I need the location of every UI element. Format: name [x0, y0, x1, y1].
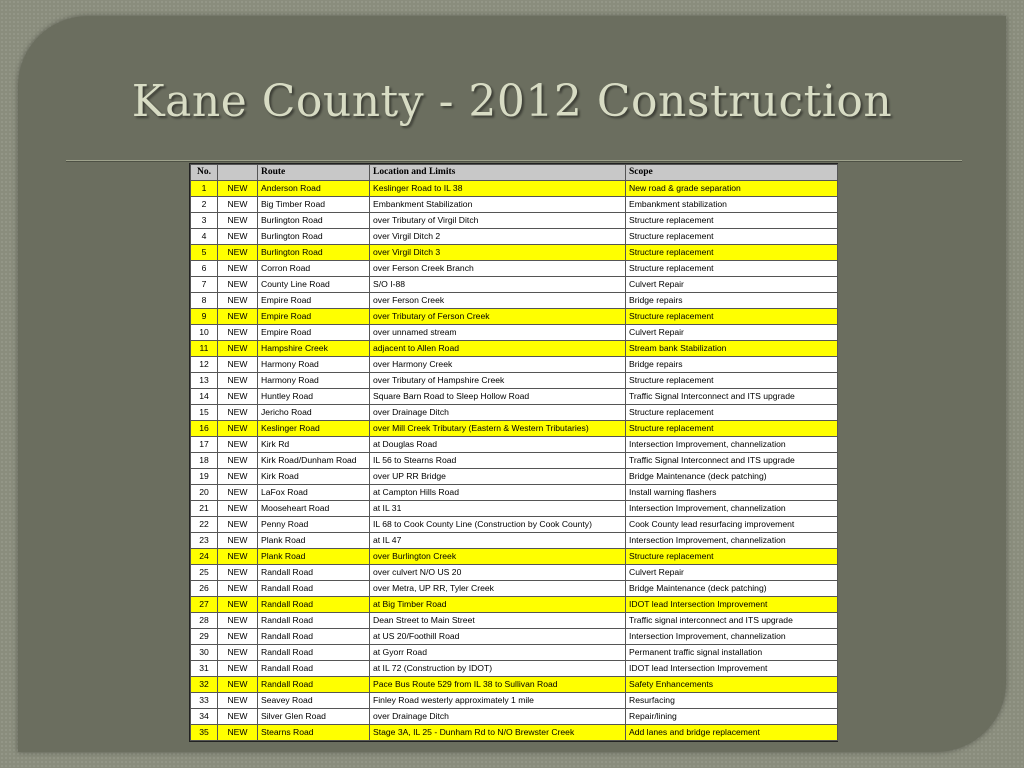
cell-no: 34	[191, 709, 218, 725]
cell-route: Big Timber Road	[258, 197, 370, 213]
table-row	[191, 485, 838, 501]
title-divider	[66, 160, 962, 162]
table-row	[191, 421, 838, 437]
cell-route: Randall Road	[258, 565, 370, 581]
table-row	[191, 405, 838, 421]
cell-no: 15	[191, 405, 218, 421]
cell-route: Empire Road	[258, 325, 370, 341]
table-row	[191, 453, 838, 469]
table-row	[191, 581, 838, 597]
cell-route: Randall Road	[258, 677, 370, 693]
cell-route: Seavey Road	[258, 693, 370, 709]
cell-scope: New road & grade separation	[626, 181, 838, 197]
cell-route: LaFox Road	[258, 485, 370, 501]
cell-no: 12	[191, 357, 218, 373]
header-route: Route	[258, 165, 370, 181]
cell-route: Empire Road	[258, 309, 370, 325]
table-row	[191, 517, 838, 533]
cell-no: 31	[191, 661, 218, 677]
cell-scope: Structure replacement	[626, 405, 838, 421]
table-row	[191, 437, 838, 453]
cell-scope: Structure replacement	[626, 549, 838, 565]
cell-location: Dean Street to Main Street	[370, 613, 626, 629]
table-row	[191, 597, 838, 613]
cell-scope: IDOT lead Intersection Improvement	[626, 661, 838, 677]
cell-no: 35	[191, 725, 218, 741]
cell-no: 9	[191, 309, 218, 325]
cell-route: Plank Road	[258, 549, 370, 565]
cell-status: NEW	[218, 357, 258, 373]
cell-route: Kirk Road	[258, 469, 370, 485]
cell-scope: Bridge repairs	[626, 357, 838, 373]
cell-scope: Embankment stabilization	[626, 197, 838, 213]
cell-location: at IL 47	[370, 533, 626, 549]
cell-location: Keslinger Road to IL 38	[370, 181, 626, 197]
cell-scope: Traffic Signal Interconnect and ITS upgrade	[626, 453, 838, 469]
cell-location: Pace Bus Route 529 from IL 38 to Sullivan Road	[370, 677, 626, 693]
cell-status: NEW	[218, 549, 258, 565]
cell-route: Penny Road	[258, 517, 370, 533]
table-row	[191, 261, 838, 277]
cell-route: Keslinger Road	[258, 421, 370, 437]
cell-scope: Structure replacement	[626, 213, 838, 229]
cell-status: NEW	[218, 517, 258, 533]
cell-no: 11	[191, 341, 218, 357]
cell-status: NEW	[218, 421, 258, 437]
cell-no: 13	[191, 373, 218, 389]
cell-no: 30	[191, 645, 218, 661]
table-row	[191, 565, 838, 581]
cell-status: NEW	[218, 325, 258, 341]
table-row	[191, 197, 838, 213]
cell-status: NEW	[218, 629, 258, 645]
cell-status: NEW	[218, 309, 258, 325]
cell-scope: Intersection Improvement, channelization	[626, 501, 838, 517]
header-location: Location and Limits	[370, 165, 626, 181]
cell-scope: Traffic Signal Interconnect and ITS upgrade	[626, 389, 838, 405]
slide-title: Kane County - 2012 Construction	[131, 76, 893, 127]
cell-route: Randall Road	[258, 581, 370, 597]
cell-status: NEW	[218, 277, 258, 293]
cell-scope: Structure replacement	[626, 229, 838, 245]
cell-no: 23	[191, 533, 218, 549]
cell-location: at Campton Hills Road	[370, 485, 626, 501]
cell-no: 32	[191, 677, 218, 693]
cell-location: over Ferson Creek	[370, 293, 626, 309]
cell-route: Burlington Road	[258, 229, 370, 245]
cell-location: over unnamed stream	[370, 325, 626, 341]
cell-location: over Ferson Creek Branch	[370, 261, 626, 277]
cell-scope: Install warning flashers	[626, 485, 838, 501]
cell-scope: Stream bank Stabilization	[626, 341, 838, 357]
table-row	[191, 213, 838, 229]
cell-no: 14	[191, 389, 218, 405]
cell-status: NEW	[218, 501, 258, 517]
cell-location: over Harmony Creek	[370, 357, 626, 373]
table-row	[191, 709, 838, 725]
cell-status: NEW	[218, 661, 258, 677]
header-scope: Scope	[626, 165, 838, 181]
cell-status: NEW	[218, 709, 258, 725]
table-row	[191, 389, 838, 405]
cell-no: 19	[191, 469, 218, 485]
cell-scope: Intersection Improvement, channelization	[626, 533, 838, 549]
cell-status: NEW	[218, 645, 258, 661]
table-row	[191, 469, 838, 485]
cell-no: 6	[191, 261, 218, 277]
table-row	[191, 677, 838, 693]
cell-no: 4	[191, 229, 218, 245]
cell-status: NEW	[218, 213, 258, 229]
cell-location: over Virgil Ditch 3	[370, 245, 626, 261]
cell-location: over Tributary of Virgil Ditch	[370, 213, 626, 229]
cell-route: Randall Road	[258, 597, 370, 613]
cell-status: NEW	[218, 485, 258, 501]
cell-no: 16	[191, 421, 218, 437]
cell-location: at IL 31	[370, 501, 626, 517]
cell-status: NEW	[218, 341, 258, 357]
cell-scope: Traffic signal interconnect and ITS upgrade	[626, 613, 838, 629]
cell-status: NEW	[218, 197, 258, 213]
cell-scope: Culvert Repair	[626, 565, 838, 581]
table-row	[191, 229, 838, 245]
table-row	[191, 629, 838, 645]
cell-no: 18	[191, 453, 218, 469]
cell-route: Anderson Road	[258, 181, 370, 197]
cell-route: Randall Road	[258, 661, 370, 677]
table-row	[191, 325, 838, 341]
table-header-row	[191, 165, 838, 181]
cell-status: NEW	[218, 725, 258, 741]
cell-scope: Structure replacement	[626, 421, 838, 437]
cell-location: over Burlington Creek	[370, 549, 626, 565]
cell-status: NEW	[218, 229, 258, 245]
cell-scope: Culvert Repair	[626, 325, 838, 341]
cell-location: over Tributary of Ferson Creek	[370, 309, 626, 325]
cell-status: NEW	[218, 245, 258, 261]
cell-location: over UP RR Bridge	[370, 469, 626, 485]
cell-location: IL 56 to Stearns Road	[370, 453, 626, 469]
cell-location: over Drainage Ditch	[370, 709, 626, 725]
cell-scope: Repair/lining	[626, 709, 838, 725]
cell-route: County Line Road	[258, 277, 370, 293]
cell-status: NEW	[218, 437, 258, 453]
cell-status: NEW	[218, 677, 258, 693]
table-row	[191, 533, 838, 549]
header-no: No.	[191, 165, 218, 181]
cell-location: IL 68 to Cook County Line (Construction by Cook County)	[370, 517, 626, 533]
table-row	[191, 357, 838, 373]
cell-status: NEW	[218, 693, 258, 709]
table-body	[191, 181, 838, 741]
cell-status: NEW	[218, 293, 258, 309]
table-row	[191, 549, 838, 565]
cell-no: 20	[191, 485, 218, 501]
cell-scope: Intersection Improvement, channelization	[626, 437, 838, 453]
cell-scope: Structure replacement	[626, 245, 838, 261]
table-row	[191, 181, 838, 197]
table-row	[191, 725, 838, 741]
cell-route: Silver Glen Road	[258, 709, 370, 725]
cell-route: Burlington Road	[258, 245, 370, 261]
cell-route: Jericho Road	[258, 405, 370, 421]
cell-location: at Douglas Road	[370, 437, 626, 453]
cell-route: Randall Road	[258, 629, 370, 645]
cell-scope: Bridge Maintenance (deck patching)	[626, 581, 838, 597]
cell-location: Embankment Stabilization	[370, 197, 626, 213]
cell-scope: Bridge repairs	[626, 293, 838, 309]
cell-no: 25	[191, 565, 218, 581]
cell-scope: Structure replacement	[626, 261, 838, 277]
cell-status: NEW	[218, 597, 258, 613]
cell-no: 26	[191, 581, 218, 597]
cell-route: Randall Road	[258, 613, 370, 629]
cell-status: NEW	[218, 373, 258, 389]
cell-status: NEW	[218, 181, 258, 197]
cell-route: Corron Road	[258, 261, 370, 277]
cell-route: Harmony Road	[258, 357, 370, 373]
cell-location: Square Barn Road to Sleep Hollow Road	[370, 389, 626, 405]
table-row	[191, 373, 838, 389]
cell-status: NEW	[218, 613, 258, 629]
table-row	[191, 341, 838, 357]
cell-location: over Metra, UP RR, Tyler Creek	[370, 581, 626, 597]
cell-no: 28	[191, 613, 218, 629]
construction-table	[190, 164, 838, 741]
table-row	[191, 245, 838, 261]
cell-status: NEW	[218, 405, 258, 421]
cell-no: 29	[191, 629, 218, 645]
cell-scope: Culvert Repair	[626, 277, 838, 293]
cell-no: 5	[191, 245, 218, 261]
cell-route: Mooseheart Road	[258, 501, 370, 517]
cell-scope: IDOT lead Intersection Improvement	[626, 597, 838, 613]
cell-route: Kirk Road/Dunham Road	[258, 453, 370, 469]
table-row	[191, 693, 838, 709]
cell-no: 10	[191, 325, 218, 341]
cell-status: NEW	[218, 581, 258, 597]
cell-route: Huntley Road	[258, 389, 370, 405]
cell-status: NEW	[218, 469, 258, 485]
table-row	[191, 661, 838, 677]
cell-location: at US 20/Foothill Road	[370, 629, 626, 645]
cell-route: Harmony Road	[258, 373, 370, 389]
cell-route: Hampshire Creek	[258, 341, 370, 357]
cell-route: Randall Road	[258, 645, 370, 661]
cell-status: NEW	[218, 453, 258, 469]
cell-no: 2	[191, 197, 218, 213]
cell-status: NEW	[218, 565, 258, 581]
cell-location: at IL 72 (Construction by IDOT)	[370, 661, 626, 677]
cell-no: 8	[191, 293, 218, 309]
cell-location: S/O I-88	[370, 277, 626, 293]
cell-no: 27	[191, 597, 218, 613]
cell-no: 21	[191, 501, 218, 517]
cell-location: Stage 3A, IL 25 - Dunham Rd to N/O Brewster Creek	[370, 725, 626, 741]
table-row	[191, 277, 838, 293]
cell-scope: Safety Enhancements	[626, 677, 838, 693]
cell-location: over Mill Creek Tributary (Eastern & Western Tributaries)	[370, 421, 626, 437]
cell-scope: Intersection Improvement, channelization	[626, 629, 838, 645]
cell-no: 7	[191, 277, 218, 293]
cell-scope: Permanent traffic signal installation	[626, 645, 838, 661]
cell-no: 33	[191, 693, 218, 709]
cell-location: over culvert N/O US 20	[370, 565, 626, 581]
cell-route: Stearns Road	[258, 725, 370, 741]
cell-route: Plank Road	[258, 533, 370, 549]
cell-scope: Add lanes and bridge replacement	[626, 725, 838, 741]
cell-location: at Big Timber Road	[370, 597, 626, 613]
cell-status: NEW	[218, 389, 258, 405]
construction-table-container	[189, 163, 838, 742]
cell-route: Burlington Road	[258, 213, 370, 229]
cell-no: 3	[191, 213, 218, 229]
cell-scope: Structure replacement	[626, 373, 838, 389]
header-status	[218, 165, 258, 181]
table-row	[191, 613, 838, 629]
cell-scope: Structure replacement	[626, 309, 838, 325]
cell-route: Empire Road	[258, 293, 370, 309]
cell-location: over Tributary of Hampshire Creek	[370, 373, 626, 389]
cell-no: 24	[191, 549, 218, 565]
cell-location: at Gyorr Road	[370, 645, 626, 661]
table-row	[191, 309, 838, 325]
cell-no: 1	[191, 181, 218, 197]
table-row	[191, 293, 838, 309]
table-row	[191, 645, 838, 661]
table-row	[191, 501, 838, 517]
cell-no: 22	[191, 517, 218, 533]
cell-location: Finley Road westerly approximately 1 mile	[370, 693, 626, 709]
cell-location: adjacent to Allen Road	[370, 341, 626, 357]
cell-scope: Resurfacing	[626, 693, 838, 709]
cell-location: over Drainage Ditch	[370, 405, 626, 421]
cell-location: over Virgil Ditch 2	[370, 229, 626, 245]
cell-status: NEW	[218, 261, 258, 277]
cell-route: Kirk Rd	[258, 437, 370, 453]
cell-no: 17	[191, 437, 218, 453]
cell-scope: Bridge Maintenance (deck patching)	[626, 469, 838, 485]
cell-status: NEW	[218, 533, 258, 549]
cell-scope: Cook County lead resurfacing improvement	[626, 517, 838, 533]
